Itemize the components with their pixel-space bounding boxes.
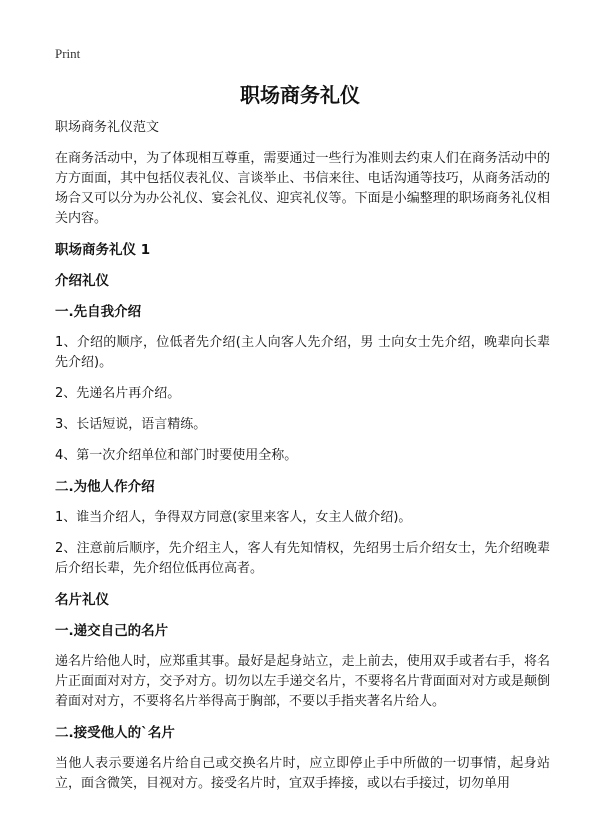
list-item: 2、先递名片再介绍。 [55, 386, 181, 401]
intro-etiquette-heading: 介绍礼仪 [55, 273, 109, 289]
list-item: 2、注意前后顺序，先介绍主人，客人有先知情权，先绍男士后介绍女士，先介绍晚辈后介绍长辈，先介绍位低再位高者。 [55, 541, 550, 576]
intro-paragraph: 在商务活动中，为了体现相互尊重，需要通过一些行为准则去约束人们在商务活动中的方方面面，其中包括仪表礼仪、言谈举止、书信来往、电话沟通等技巧，从商务活动的场合又可以分为办公礼仪、宴会礼仪、迎宾礼仪等。下面是小编整理的职场商务礼仪相关内容。 [55, 151, 550, 226]
document-body [55, 118, 550, 805]
receive-card-paragraph: 当他人表示要递名片给自己或交换名片时，应立即停止手中所做的一切事情，起身站立，面含微笑，目视对方。接受名片时，宜双手捧接，或以右手接过，切勿单用 [55, 756, 550, 791]
receive-card-heading: 二.接受他人的`名片 [55, 725, 175, 741]
page-title: 职场商务礼仪 [240, 83, 360, 107]
list-item: 1、谁当介绍人，争得双方同意(家里来客人，女主人做介绍)。 [55, 510, 412, 525]
list-item: 3、长话短说，语言精练。 [55, 417, 207, 432]
others-intro-heading: 二.为他人作介绍 [55, 479, 155, 495]
list-item: 1、介绍的顺序，位低者先介绍(主人向客人先介绍，男 士向女士先介绍，晚辈向长辈先介绍)。 [55, 335, 550, 370]
give-card-heading: 一.递交自己的名片 [55, 623, 169, 639]
section-heading: 职场商务礼仪 1 [55, 242, 151, 258]
card-etiquette-heading: 名片礼仪 [55, 592, 109, 608]
give-card-paragraph: 递名片给他人时，应郑重其事。最好是起身站立，走上前去，使用双手或者右手，将名片正面面对对方，交予对方。切勿以左手递交名片，不要将名片背面面对对方或是颠倒着面对对方，不要将名片举得高于胸部，不要以手指夹著名片给人。 [55, 654, 550, 709]
document-subtitle: 职场商务礼仪范文 [55, 120, 160, 135]
self-intro-heading: 一.先自我介绍 [55, 304, 142, 320]
list-item: 4、第一次介绍单位和部门时要使用全称。 [55, 448, 298, 463]
print-label: Print [55, 46, 81, 61]
